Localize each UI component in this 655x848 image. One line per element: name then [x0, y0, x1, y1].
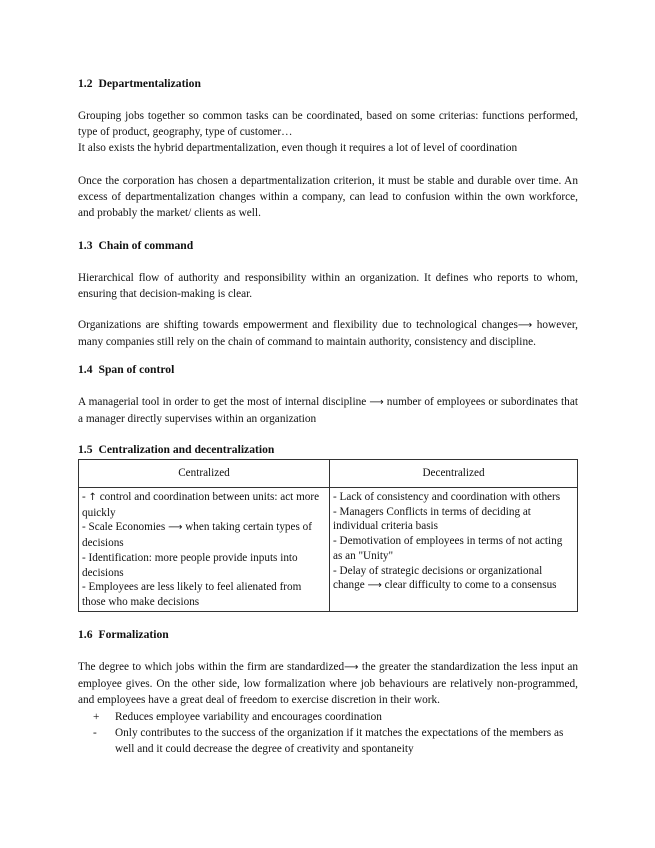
table-row: [79, 488, 578, 612]
list-item: - Employees are less likely to feel alienated from those who make decisions: [82, 581, 302, 608]
section-heading-span-of-control: 1.4 Span of control: [78, 363, 175, 376]
centralization-comparison-table: [78, 459, 578, 612]
table-cell-decentralized: [330, 488, 578, 612]
list-item: - ↑ control and coordination between units: act more quickly: [82, 491, 320, 519]
paragraph-span-definition: A managerial tool in order to get the most of internal discipline ⟶ number of employees or subordinates that a manager directly supervises within an organization: [78, 396, 578, 425]
up-arrow-icon: ↑: [88, 492, 97, 503]
table-header-row: [79, 460, 578, 488]
paragraph-chain-empowerment: Organizations are shifting towards empowerment and flexibility due to technological changes⟶ however, many companies still rely on the chain of command to maintain authority, consistency and discipline.: [78, 319, 578, 348]
paragraph-formalization-definition: The degree to which jobs within the firm are standardized⟶ the greater the standardization the less input an employee gives. On the other side, low formalization where job behaviours are relatively non-programmed, and employees have a great deal of freedom to exercise discretion in their work.: [78, 661, 578, 706]
paragraph-chain-definition: Hierarchical flow of authority and responsibility within an organization. It defines who reports to whom, ensuring that decision-making is clear.: [78, 272, 578, 300]
list-item: - Demotivation of employees in terms of not acting as an "Unity": [333, 535, 563, 562]
list-item: - Lack of consistency and coordination with others: [333, 491, 561, 503]
paragraph-departmentalization-definition: Grouping jobs together so common tasks can be coordinated, based on some criterias: functions performed, type of product, geography, type of customer…: [78, 110, 578, 138]
section-heading-centralization: 1.5 Centralization and decentralization: [78, 443, 275, 456]
list-item: - Identification: more people provide inputs into decisions: [82, 551, 298, 579]
section-heading-formalization: 1.6 Formalization: [78, 628, 169, 641]
arrow-icon: ⟶: [369, 397, 384, 408]
arrow-icon: ⟶: [367, 580, 382, 592]
list-item: - Only contributes to the success of the organization if it matches the expectations of the members as well and it could decrease the degree of creativity and spontaneity: [93, 727, 564, 755]
paragraph-departmentalization-stability: Once the corporation has chosen a departmentalization criterion, it must be stable and durable over time. An excess of departmentalization changes within a company, can lead to confusion within the own workforce, and probably the market/ clients as well.: [78, 175, 578, 219]
list-item: - Delay of strategic decisions or organizational change ⟶ clear difficulty to come to a consensus: [333, 564, 557, 592]
section-heading-chain-of-command: 1.3 Chain of command: [78, 239, 194, 252]
minus-marker: -: [93, 727, 97, 739]
table-header-centralized: Centralized: [79, 460, 330, 488]
arrow-icon: ⟶: [168, 522, 183, 534]
table-cell-centralized: [79, 488, 330, 612]
arrow-icon: ⟶: [517, 320, 533, 331]
list-item: - Managers Conflicts in terms of deciding at individual criteria basis: [333, 505, 531, 533]
list-item: + Reduces employee variability and encourages coordination: [93, 711, 382, 723]
paragraph-hybrid-departmentalization: It also exists the hybrid departmentalization, even though it requires a lot of level of coordination: [78, 142, 518, 154]
arrow-icon: ⟶: [344, 662, 359, 673]
list-item: - Scale Economies ⟶ when taking certain types of decisions: [82, 521, 312, 550]
table-header-decentralized: Decentralized: [330, 460, 578, 488]
formalization-pros-cons-list: [78, 709, 578, 757]
plus-marker: +: [93, 711, 100, 723]
section-heading-departmentalization: 1.2 Departmentalization: [78, 77, 201, 90]
